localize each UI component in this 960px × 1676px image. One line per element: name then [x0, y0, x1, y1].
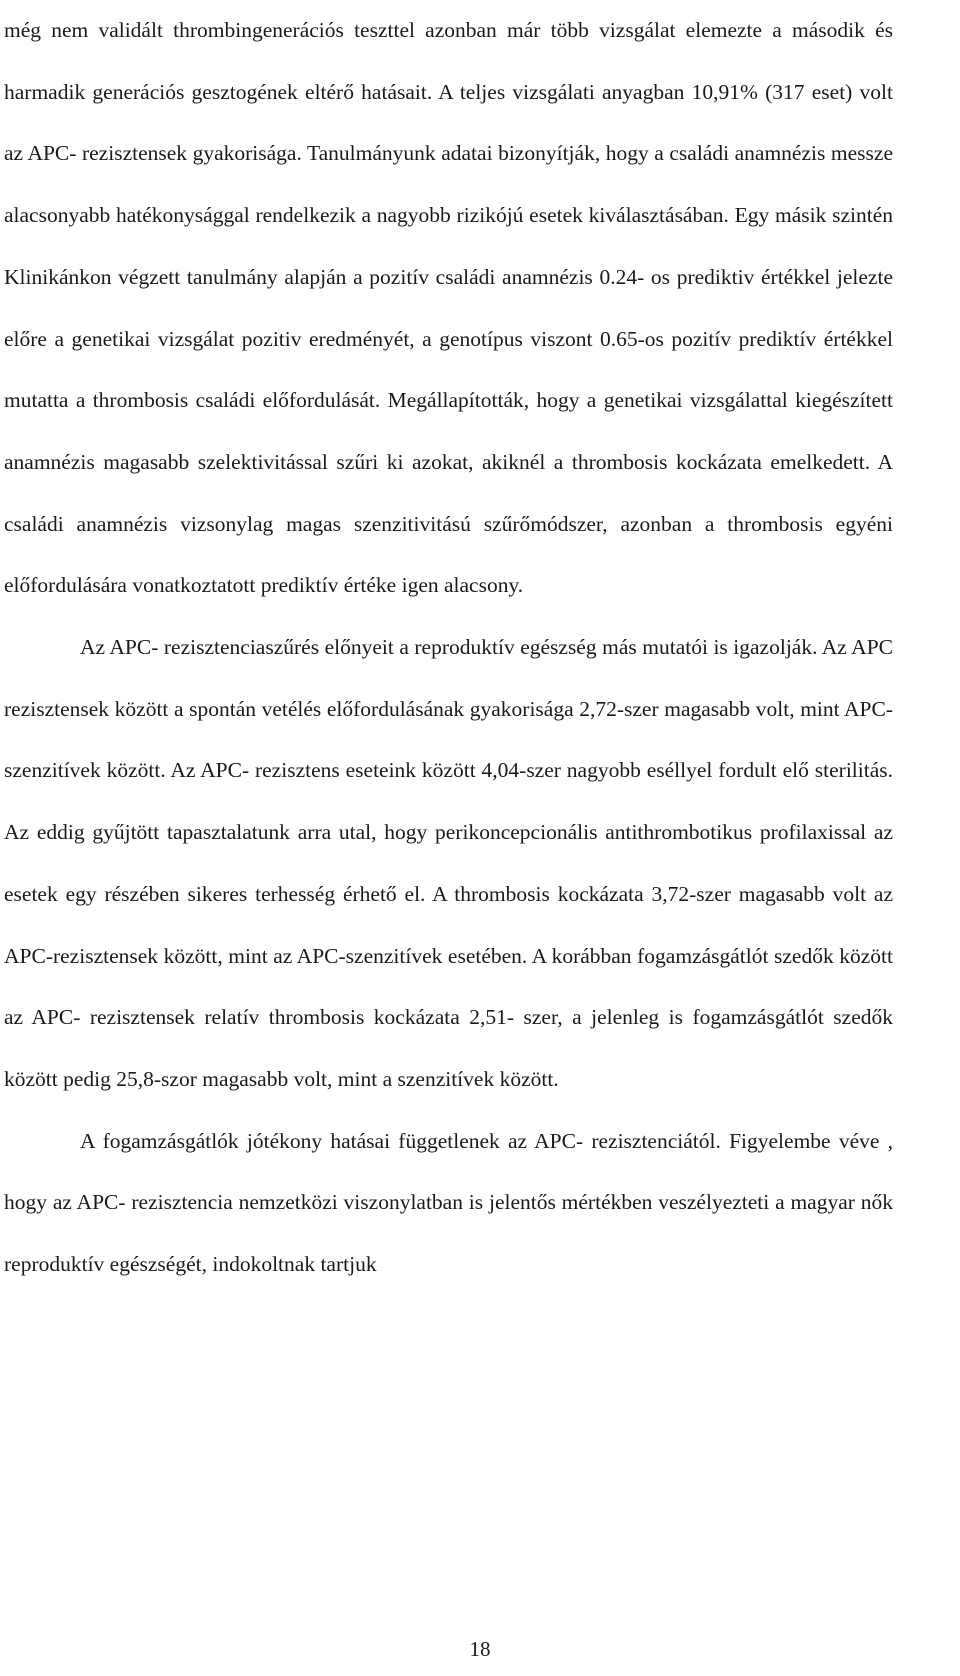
paragraph-1: még nem validált thrombingenerációs teszttel azonban már több vizsgálat elemezte a második és harmadik generációs gesztogének eltérő hatásait. A teljes vizsgálati anyagban 10,91% (317 eset) volt az APC- rezisztensek gyakorisága. Tanulmányunk adatai bizonyítják, hogy a családi anamnézis messze alacsonyabb hatékonysággal rendelkezik a nagyobb rizikójú esetek kiválasztásában. Egy másik szintén Klinikánkon végzett tanulmány alapján a pozitív családi anamnézis 0.24- os prediktiv értékkel jelezte előre a genetikai vizsgálat pozitiv eredményét, a genotípus viszont 0.65-os pozitív prediktív értékkel mutatta a thrombosis családi előfordulását. Megállapították, hogy a genetikai vizsgálattal kiegészített anamnézis magasabb szelektivitással szűri ki azokat, akiknél a thrombosis kockázata emelkedett. A családi anamnézis vizsonylag magas szenzitivitású szűrőmódszer, azonban a thrombosis egyéni előfordulására vonatkoztatott prediktív értéke igen alacsony. [4, 18, 893, 598]
paragraph-2: Az APC- rezisztenciaszűrés előnyeit a reproduktív egészség más mutatói is igazolják. Az APC rezisztensek között a spontán vetélés előfordulásának gyakorisága 2,72-szer magasabb volt, mint APC-szenzitívek között. Az APC- rezisztens eseteink között 4,04-szer nagyobb eséllyel fordult elő sterilitás. Az eddig gyűjtött tapasztalatunk arra utal, hogy perikoncepcionális antithrombotikus profilaxissal az esetek egy részében sikeres terhesség érhető el. A thrombosis kockázata 3,72-szer magasabb volt az APC-rezisztensek között, mint az APC-szenzitívek esetében. A korábban fogamzásgátlót szedők között az APC- rezisztensek relatív thrombosis kockázata 2,51- szer, a jelenleg is fogamzásgátlót szedők között pedig 25,8-szor magasabb volt, mint a szenzitívek között. [4, 635, 893, 1091]
paragraph-3: A fogamzásgátlók jótékony hatásai függetlenek az APC- rezisztenciától. Figyelembe véve , hogy az APC- rezisztencia nemzetközi viszonylatban is jelentős mértékben veszélyezteti a magyar nők reproduktív egészségét, indokoltnak tartjuk [4, 1128, 893, 1277]
page-number: 18 [469, 1637, 491, 1661]
body-text [4, 0, 893, 1296]
